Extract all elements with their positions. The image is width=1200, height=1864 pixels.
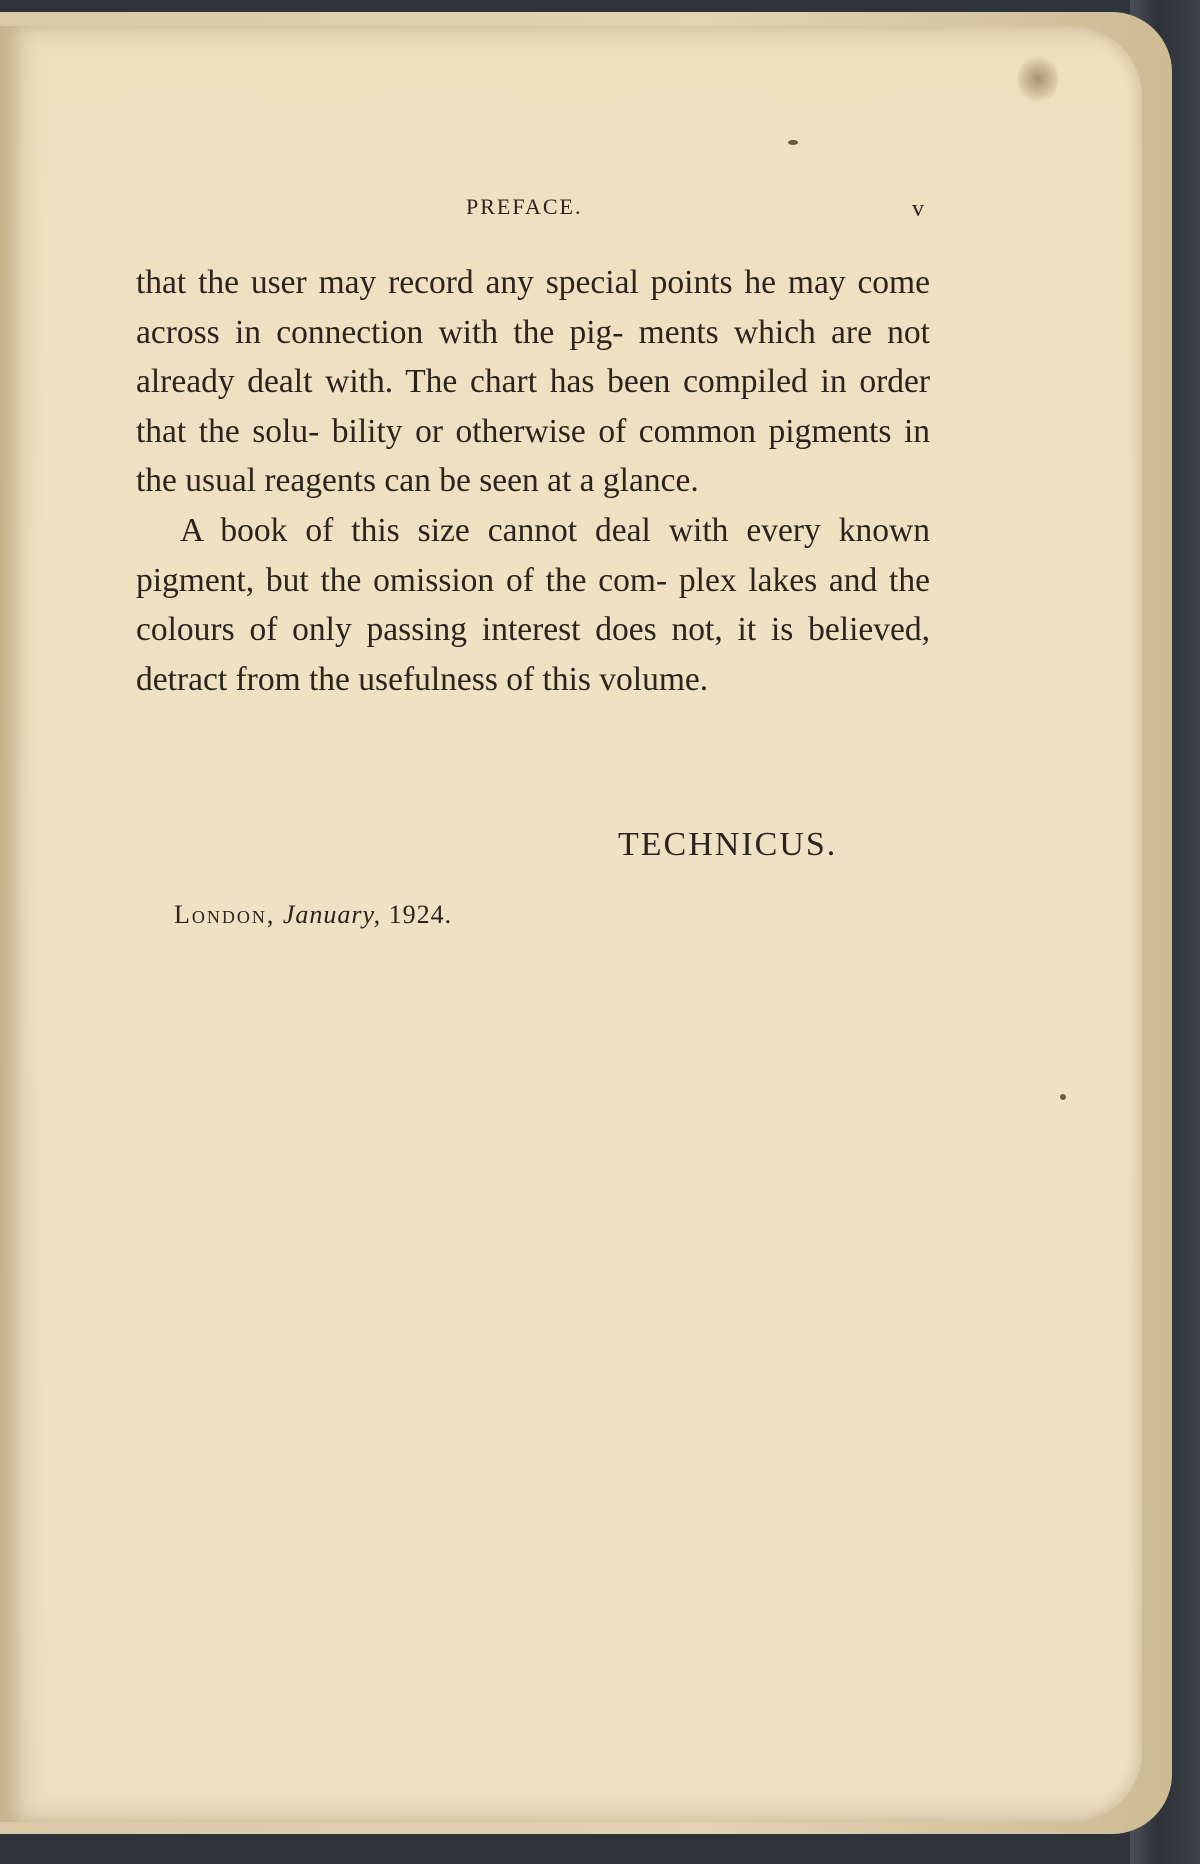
page-number: v (912, 196, 924, 222)
dateline (174, 900, 452, 930)
ink-speck (1060, 1094, 1066, 1100)
running-head (0, 194, 1200, 224)
author-signature: TECHNICUS. (618, 826, 838, 863)
dateline-place: London, (174, 900, 276, 929)
dateline-month: January, (282, 900, 382, 929)
corner-smudge (1018, 54, 1058, 104)
page-gutter-shadow (0, 26, 22, 1822)
paragraph: A book of this size cannot deal with every known pigment, but the omission of the com- plex lakes and the colours of only passing interest does not, it is believed, detract from the usefulness of this volume. (136, 511, 930, 698)
preface-body (136, 258, 930, 704)
ink-speck (788, 140, 798, 145)
paragraph: that the user may record any special points he may come across in connection with the pig- ments which are not already dealt with. The chart has been compiled in order that the solu- bility or otherwise of common pigments in the usual reagents can be seen at a glance. (136, 264, 930, 500)
running-title: PREFACE. (466, 194, 583, 219)
dateline-year: 1924. (388, 900, 453, 929)
